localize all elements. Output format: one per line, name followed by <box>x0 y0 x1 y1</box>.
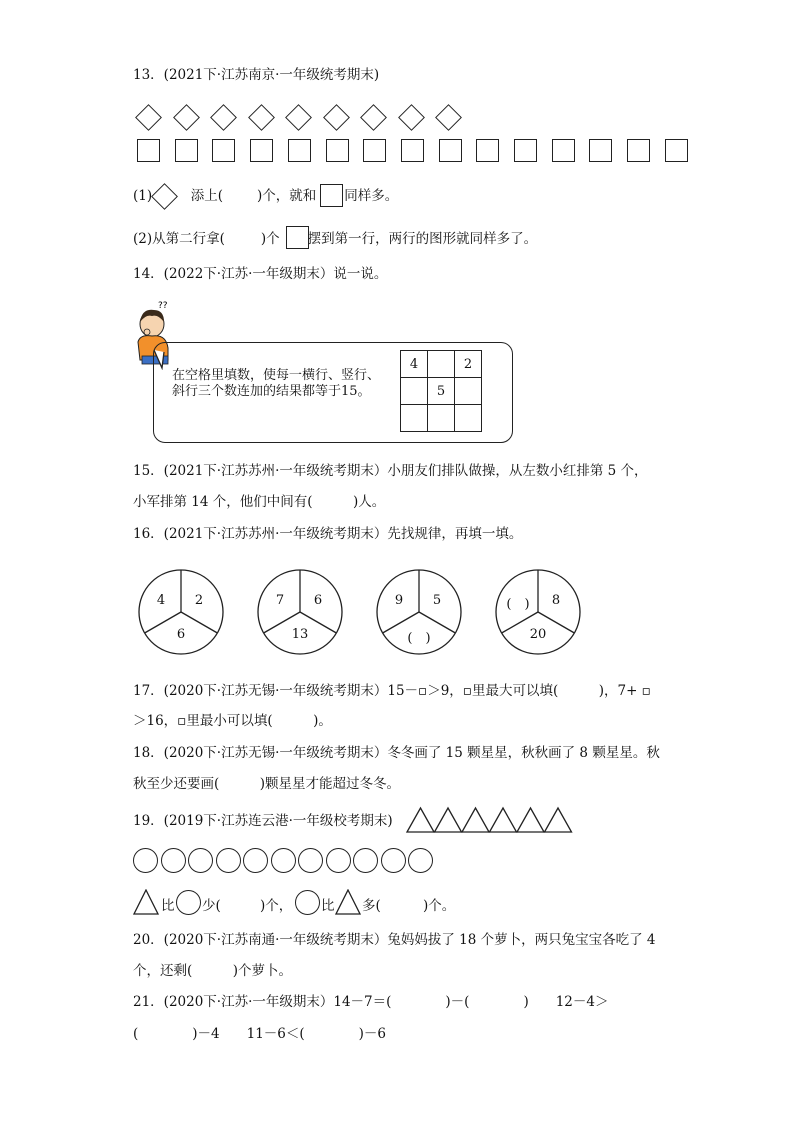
grid-cell[interactable] <box>455 405 482 432</box>
square-icon <box>476 139 499 162</box>
diamond-icon <box>210 104 237 131</box>
q16-title: 16．(2021下·江苏苏州·一年级统考期末）先找规律，再填一填。 <box>133 526 523 542</box>
grid-cell[interactable] <box>428 405 455 432</box>
diamond-icon <box>173 104 200 131</box>
q21-line1: 21．(2020下·江苏·一年级期末）14－7＝( )－( ) 12－4＞ <box>133 994 609 1010</box>
q15-line2: 小军排第 14 个，他们中间有( )人。 <box>133 494 386 510</box>
circle-icon <box>353 848 378 873</box>
square-icon <box>401 139 424 162</box>
divided-circle <box>137 568 225 656</box>
circle-icon <box>216 848 241 873</box>
triangle-icon <box>545 808 572 832</box>
q13-part2-text-c: 摆到第一行，两行的图形就同样多了。 <box>307 231 538 247</box>
q13-part2 <box>133 230 537 248</box>
grid-cell[interactable] <box>455 378 482 405</box>
triangle-icon <box>517 808 544 832</box>
circle-bottom-number: 20 <box>529 627 547 642</box>
circle-bottom-number: 6 <box>176 627 186 642</box>
diamond-icon <box>285 104 312 131</box>
square-icon <box>288 139 311 162</box>
square-icon <box>363 139 386 162</box>
diamond-icon <box>323 104 350 131</box>
bubble-text-line1: 在空格里填数，使每一横行、竖行、 <box>172 368 381 383</box>
triangle-icon <box>435 808 462 832</box>
q13-part1-num: (1) <box>133 188 153 204</box>
circle-icon <box>408 848 433 873</box>
circle-right-number: 2 <box>194 593 204 608</box>
circle-right-number: 5 <box>432 593 442 608</box>
q20-line2: 个，还剩( )个萝卜。 <box>133 963 293 979</box>
circle-left-number: 4 <box>156 593 166 608</box>
circle-icon <box>295 890 320 915</box>
q13-part1-text-d: 同样多。 <box>344 188 399 204</box>
q19-text-e: 多( <box>362 898 381 914</box>
square-icon <box>665 139 688 162</box>
q19-text-c: )个， <box>260 898 293 914</box>
diamond-icon <box>435 104 462 131</box>
q14-title: 14．(2022下·江苏·一年级期末）说一说。 <box>133 266 388 282</box>
q13-part2-text-a: (2)从第二行拿( <box>133 231 225 247</box>
circle-icon <box>161 848 186 873</box>
square-icon <box>514 139 537 162</box>
q15-line1: 15．(2021下·江苏苏州·一年级统考期末）小朋友们排队做操，从左数小红排第 5 个， <box>133 463 648 479</box>
q19-text-f: )个。 <box>423 898 456 914</box>
square-icon <box>137 139 160 162</box>
circle-icon <box>243 848 268 873</box>
circle-right-number: 6 <box>313 593 323 608</box>
circle-icon <box>133 848 158 873</box>
q17-line1: 17．(2020下·江苏无锡·一年级统考期末）15－▫＞9，▫里最大可以填( )，7+ ▫ <box>133 683 651 699</box>
grid-cell[interactable] <box>401 405 428 432</box>
grid-cell[interactable] <box>401 378 428 405</box>
triangle-icon <box>490 808 517 832</box>
q19-text-a: 比 <box>161 898 175 914</box>
circle-icon <box>298 848 323 873</box>
square-icon <box>627 139 650 162</box>
circle-icon <box>381 848 406 873</box>
grid-cell[interactable]: 4 <box>401 351 428 378</box>
circle-icon <box>326 848 351 873</box>
q13-part1-text-b: 添上( <box>190 188 223 204</box>
diamond-icon <box>398 104 425 131</box>
triangle-row <box>405 806 575 834</box>
circle-left-number: 9 <box>394 593 404 608</box>
bubble-tail <box>150 350 166 370</box>
square-icon <box>250 139 273 162</box>
q17-line2: ＞16，▫里最小可以填( )。 <box>133 713 332 729</box>
bubble-text <box>172 368 380 400</box>
square-icon <box>320 184 343 207</box>
q21-line2: ( )－4 11－6＜( )－6 <box>133 1026 387 1042</box>
magic-square-grid <box>400 350 482 432</box>
circle-left-number: ( ) <box>506 597 530 612</box>
divided-circle <box>256 568 344 656</box>
circle-bottom-number: 13 <box>291 627 309 642</box>
square-icon <box>552 139 575 162</box>
circle-icon <box>271 848 296 873</box>
square-icon <box>326 139 349 162</box>
bubble-text-line2: 斜行三个数连加的结果都等于15。 <box>172 384 371 399</box>
grid-cell[interactable] <box>428 351 455 378</box>
q19-text-b: 少( <box>202 898 221 914</box>
diamond-icon <box>135 104 162 131</box>
circle-icon <box>188 848 213 873</box>
square-icon <box>212 139 235 162</box>
triangle-icon <box>335 889 361 915</box>
grid-cell[interactable]: 2 <box>455 351 482 378</box>
square-icon <box>589 139 612 162</box>
triangle-icon <box>133 889 159 915</box>
square-icon <box>286 226 309 249</box>
q18-line2: 秋至少还要画( )颗星星才能超过冬冬。 <box>133 776 401 792</box>
circle-bottom-number: ( ) <box>407 631 431 646</box>
diamond-icon <box>248 104 275 131</box>
grid-cell[interactable]: 5 <box>428 378 455 405</box>
square-icon <box>439 139 462 162</box>
triangle-icon <box>407 808 434 832</box>
q13-part2-text-b: )个 <box>260 231 280 247</box>
q13-part1-text-c: )个，就和 <box>257 188 317 204</box>
circle-left-number: 7 <box>275 593 285 608</box>
divided-circle <box>494 568 582 656</box>
circle-icon <box>176 890 201 915</box>
diamond-icon <box>360 104 387 131</box>
q20-line1: 20．(2020下·江苏南通·一年级统考期末）兔妈妈拔了 18 个萝卜，两只兔宝宝各吃了 4 <box>133 932 656 948</box>
square-icon <box>175 139 198 162</box>
q18-line1: 18．(2020下·江苏无锡·一年级统考期末）冬冬画了 15 颗星星，秋秋画了 8 颗星星。秋 <box>133 745 660 761</box>
circle-right-number: 8 <box>551 593 561 608</box>
triangle-icon <box>462 808 489 832</box>
svg-text:??: ?? <box>158 301 168 311</box>
q19-text-d: 比 <box>321 898 335 914</box>
q13-title: 13．(2021下·江苏南京·一年级统考期末) <box>133 67 380 83</box>
q19-title: 19．(2019下·江苏连云港·一年级校考期末) <box>133 813 393 829</box>
